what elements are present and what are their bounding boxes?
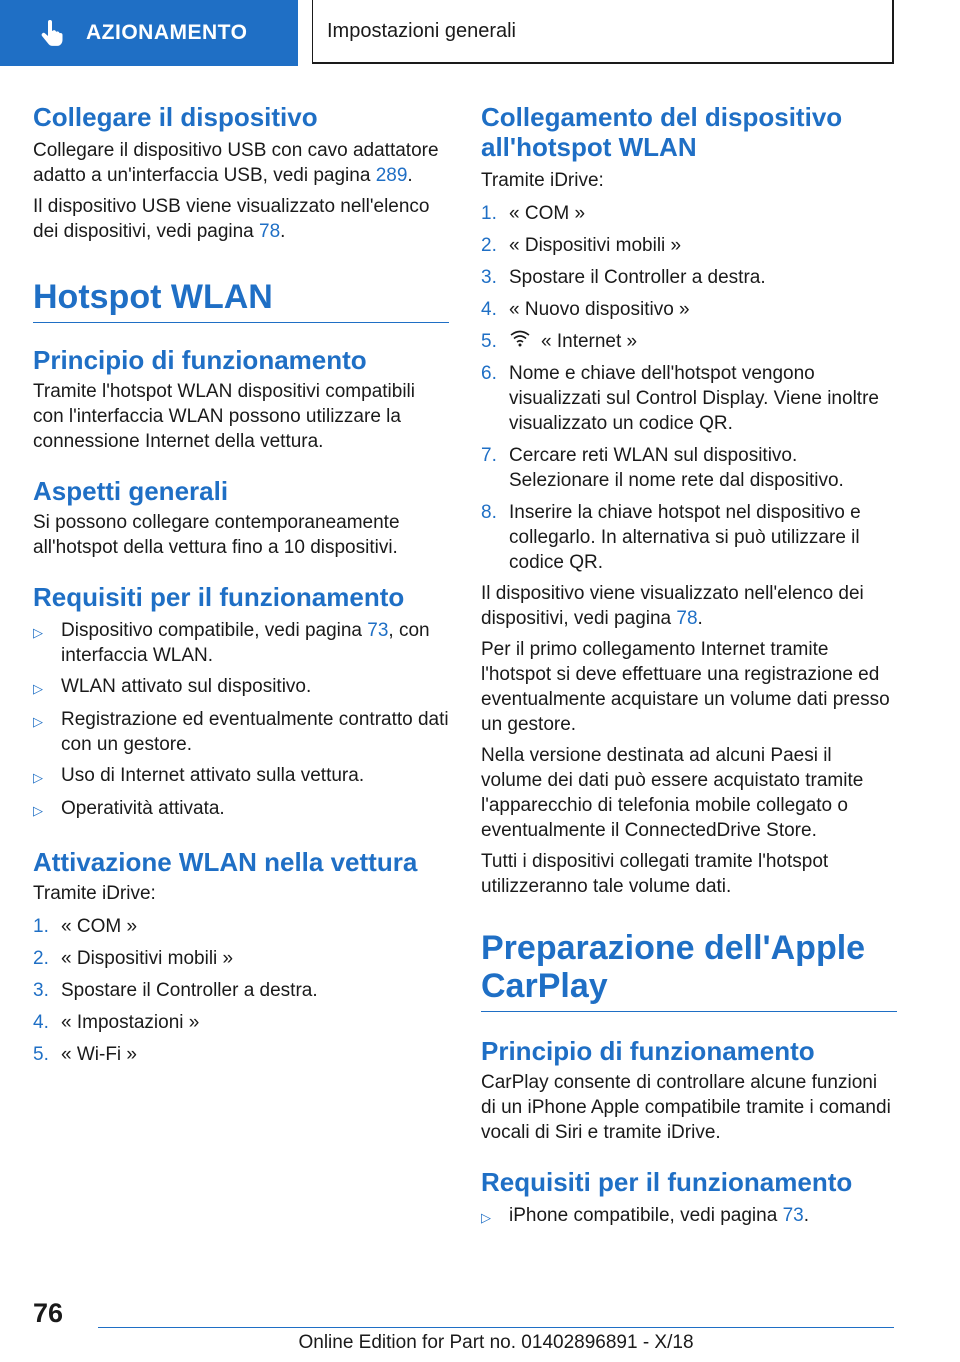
section-label: AZIONAMENTO xyxy=(86,21,248,44)
paragraph: Collegare il dispositivo USB con cavo adattatore adatto a un'interfaccia USB, vedi pagina 289. xyxy=(33,140,439,186)
paragraph: Tramite iDrive: xyxy=(481,170,604,191)
heading-aspetti: Aspetti generali xyxy=(33,476,229,506)
list-item: 5. « Wi-Fi » xyxy=(33,1044,137,1065)
list-item: ▷ Dispositivo compatibile, vedi pagina 73, con interfaccia WLAN. xyxy=(33,620,430,666)
list-item: ▷ iPhone compatibile, vedi pagina 73. xyxy=(481,1203,897,1230)
triangle-bullet-icon: ▷ xyxy=(481,1210,491,1225)
heading-collegamento-hotspot: Collegamento del dispositivo all'hotspot WLAN xyxy=(481,102,843,162)
paragraph: Tutti i dispositivi collegati tramite l'hotspot utilizzeranno tale volume dati. xyxy=(481,851,829,897)
heading-hotspot-wlan: Hotspot WLAN xyxy=(33,278,273,316)
heading-requisiti: Requisiti per il funzionamento xyxy=(481,1167,853,1197)
page-link[interactable]: 78 xyxy=(676,608,698,629)
triangle-bullet-icon: ▷ xyxy=(33,625,43,640)
heading-apple-carplay: Preparazione dell'Apple CarPlay xyxy=(481,929,866,1005)
list-item: 2. « Dispositivi mobili » xyxy=(33,948,234,969)
list-item: 1. « COM » xyxy=(33,916,138,937)
list-item: ▷ Operatività attivata. xyxy=(33,796,449,823)
footer-rule xyxy=(98,1327,894,1328)
list-item: 1. « COM » xyxy=(481,203,586,224)
section-tab xyxy=(0,0,298,66)
hand-touch-icon xyxy=(38,19,66,47)
triangle-bullet-icon: ▷ xyxy=(33,681,43,696)
section-rule xyxy=(481,1011,897,1012)
list-item: 3. Spostare il Controller a destra. xyxy=(481,267,766,288)
steps-list xyxy=(33,914,449,1067)
list-item: 4. « Impostazioni » xyxy=(33,1012,200,1033)
paragraph: Il dispositivo USB viene visualizzato nell'elenco dei dispositivi, vedi pagina 78. xyxy=(33,196,430,242)
triangle-bullet-icon: ▷ xyxy=(33,714,43,729)
section-rule xyxy=(33,322,449,323)
right-column xyxy=(481,102,897,1230)
left-column xyxy=(33,102,449,1067)
page-link[interactable]: 289 xyxy=(375,165,408,186)
page-number: 76 xyxy=(33,1298,64,1328)
paragraph: Tramite l'hotspot WLAN dispositivi compatibili con l'interfaccia WLAN possono utilizzare la connessione Internet della vettura. xyxy=(33,381,415,452)
paragraph: CarPlay consente di controllare alcune funzioni di un iPhone Apple compatibile tramite i comandi vocali di Siri e tramite iDrive. xyxy=(481,1072,891,1143)
list-item: 5. « Internet » xyxy=(481,331,638,352)
chapter-header xyxy=(312,0,894,64)
edition-note: Online Edition for Part no. 01402896891 - X/18 xyxy=(298,1332,694,1353)
list-item: 6. Nome e chiave dell'hotspot vengono visualizzati sul Control Display. Viene inoltre visualizzato un codice QR. xyxy=(481,363,879,434)
list-item: ▷ Registrazione ed eventualmente contratto dati con un gestore. xyxy=(33,709,449,755)
list-item: 7. Cercare reti WLAN sul dispositivo. Selezionare il nome rete dal dispositivo. xyxy=(481,445,844,491)
list-item: ▷ Uso di Internet attivato sulla vettura. xyxy=(33,763,449,790)
page-link[interactable]: 73 xyxy=(782,1205,804,1226)
page-link[interactable]: 78 xyxy=(259,221,281,242)
paragraph: Il dispositivo viene visualizzato nell'elenco dei dispositivi, vedi pagina 78. xyxy=(481,583,864,629)
list-item: 4. « Nuovo dispositivo » xyxy=(481,299,690,320)
list-item: 3. Spostare il Controller a destra. xyxy=(33,980,318,1001)
list-item: 2. « Dispositivi mobili » xyxy=(481,235,682,256)
triangle-bullet-icon: ▷ xyxy=(33,770,43,785)
heading-requisiti: Requisiti per il funzionamento xyxy=(33,582,405,612)
heading-attivazione: Attivazione WLAN nella vettura xyxy=(33,847,418,877)
heading-principio: Principio di funzionamento xyxy=(481,1036,815,1066)
paragraph: Si possono collegare contemporaneamente all'hotspot della vettura fino a 10 dispositivi. xyxy=(33,512,400,558)
paragraph: Nella versione destinata ad alcuni Paesi il volume dei dati può essere acquistato tramite l'apparecchio di telefonia mobile collegato o eventualmente il ConnectedDrive Store. xyxy=(481,745,864,841)
list-item: 8. Inserire la chiave hotspot nel dispositivo e collegarlo. In alternativa si può utilizzare il codice QR. xyxy=(481,502,861,573)
triangle-bullet-icon: ▷ xyxy=(33,803,43,818)
paragraph: Tramite iDrive: xyxy=(33,883,156,904)
paragraph: Per il primo collegamento Internet tramite l'hotspot si deve effettuare una registrazione ed eventualmente acquistare un volume dati presso un gestore. xyxy=(481,639,890,735)
steps-list xyxy=(481,201,897,575)
wifi-icon xyxy=(509,329,541,354)
list-item: ▷ WLAN attivato sul dispositivo. xyxy=(33,674,449,701)
requirements-list xyxy=(33,618,449,823)
heading-collegare: Collegare il dispositivo xyxy=(33,102,318,132)
heading-principio: Principio di funzionamento xyxy=(33,345,367,375)
requirements-list xyxy=(481,1203,897,1230)
page-link[interactable]: 73 xyxy=(367,620,389,641)
chapter-title: Impostazioni generali xyxy=(327,19,516,42)
